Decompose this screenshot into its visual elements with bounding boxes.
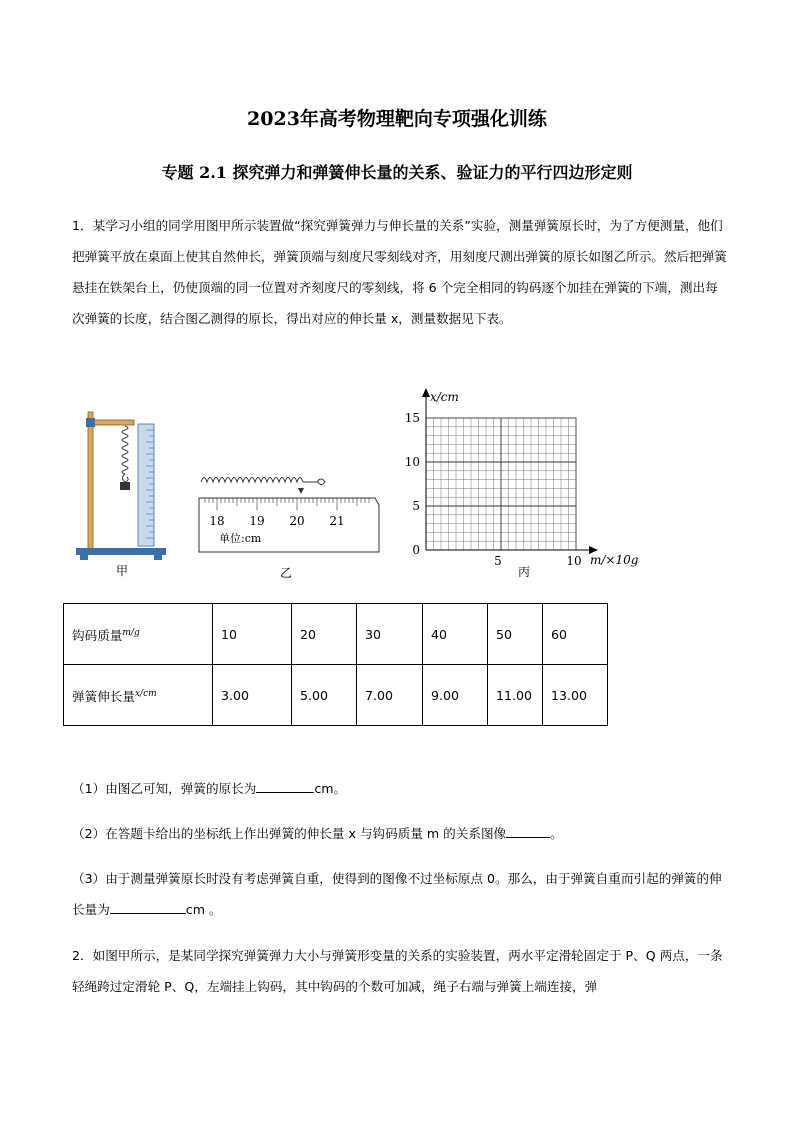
table-row [64, 604, 608, 665]
topic-title: 专题 2.1 探究弹力和弹簧伸长量的关系、验证力的平行四边形定则 [161, 163, 633, 182]
table-cell: 60 [543, 604, 608, 665]
figure-bing-label: 丙 [518, 565, 531, 579]
ruler-tick-21: 21 [329, 514, 345, 528]
ruler-tick-19: 19 [249, 514, 265, 528]
table-cell: 7.00 [357, 665, 423, 726]
data-table [63, 603, 608, 726]
graph-xtick-5: 5 [494, 554, 502, 568]
table-cell: 5.00 [292, 665, 357, 726]
graph-ytick-0: 0 [412, 543, 420, 557]
figure-bing [398, 385, 648, 579]
graph-ytick-10: 10 [404, 455, 420, 469]
table-cell: 11.00 [488, 665, 543, 726]
graph-ytick-15: 15 [404, 411, 420, 425]
figure-jia [70, 400, 180, 585]
answer-blank-3[interactable] [110, 899, 186, 914]
answer-blank-2[interactable] [506, 823, 550, 838]
table-cell: 13.00 [543, 665, 608, 726]
table-cell: 9.00 [423, 665, 488, 726]
question-1-part-1: （1）由图乙可知，弹簧的原长为 cm。 [72, 773, 732, 804]
table-cell: 20 [292, 604, 357, 665]
question-2-text: 2．如图甲所示，是某同学探究弹簧弹力大小与弹簧形变量的关系的实验装置，两水平定滑轮固定于 P、Q 两点，一条轻绳跨过定滑轮 P、Q，左端挂上钩码，其中钩码的个数可加减，绳子右端与弹簧上端连接，弹 [72, 948, 723, 994]
page-title: 2023年高考物理靶向专项强化训练 [247, 108, 547, 130]
answer-blank-1[interactable] [256, 778, 314, 793]
figure-jia-label: 甲 [116, 564, 129, 578]
graph-ylabel: x/cm [430, 390, 459, 404]
table-cell: 3.00 [213, 665, 292, 726]
table-cell: 50 [488, 604, 543, 665]
question-1-part-2: （2）在答题卡给出的坐标纸上作出弹簧的伸长量 x 与钩码质量 m 的关系图像 。 [72, 818, 732, 849]
graph-ytick-5: 5 [412, 499, 420, 513]
table-cell: 30 [357, 604, 423, 665]
table-header-cell: 钩码质量$^{m/g}$ [64, 604, 213, 665]
question-1-text: 1．某学习小组的同学用图甲所示装置做“探究弹簧弹力与伸长量的关系”实验，测量弹簧原长时，为了方便测量，他们把弹簧平放在桌面上使其自然伸长，弹簧顶端与刻度尺零刻线对齐，用刻度尺测出弹簧的原长如图乙所示。然后把弹簧悬挂在铁架台上，仍使顶端的同一位置对齐刻度尺的零刻线，将 6 个完全相同的钩码逐个加挂在弹簧的下端，测出每次弹簧的长度，结合图乙测得的原长，得出对应的伸长量 x，测量数据见下表。 [72, 218, 727, 326]
table-cell: 40 [423, 604, 488, 665]
question-1-part-3: （3）由于测量弹簧原长时没有考虑弹簧自重，使得到的图像不过坐标原点 0。那么，由于弹簧自重而引起的弹簧的伸长量为 cm 。 [72, 871, 722, 917]
table-cell: 10 [213, 604, 292, 665]
table-row [64, 665, 608, 726]
ruler-unit: 单位:cm [219, 532, 262, 545]
graph-xlabel: m/×10g [590, 553, 639, 567]
table-header-cell: 弹簧伸长量$^{x/cm}$ [64, 665, 213, 726]
ruler-tick-20: 20 [289, 514, 305, 528]
figure-yi-label: 乙 [280, 566, 293, 580]
ruler-tick-18: 18 [209, 514, 225, 528]
graph-xtick-10: 10 [566, 554, 582, 568]
figure-yi [195, 470, 385, 580]
